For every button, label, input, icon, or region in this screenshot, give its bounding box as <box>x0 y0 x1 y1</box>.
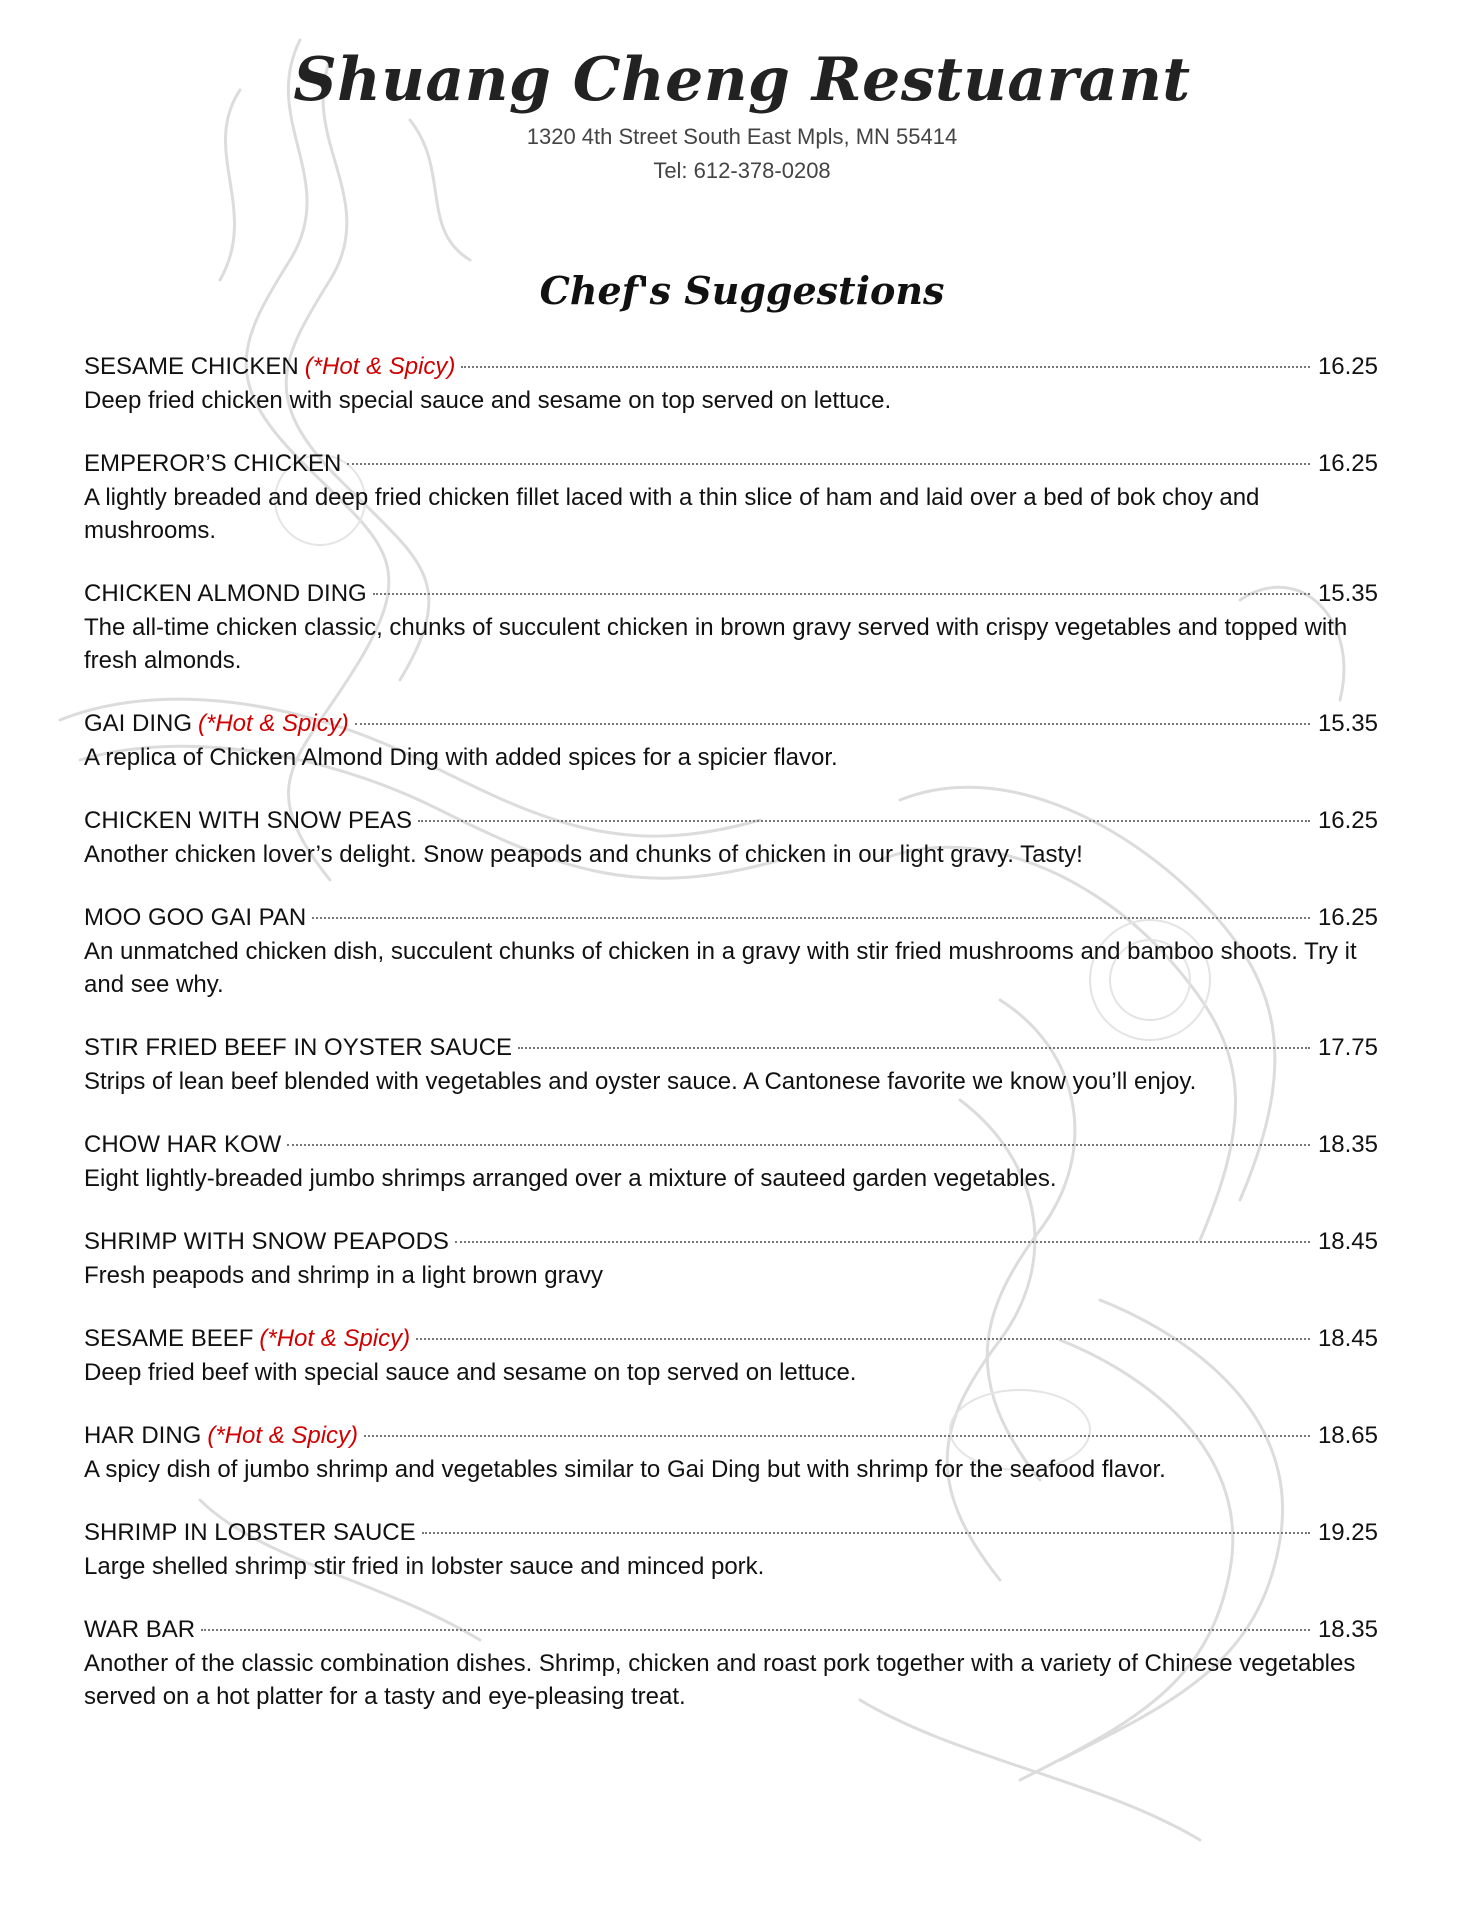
menu-item-name: HAR DING <box>84 1422 202 1449</box>
menu-item-description: The all-time chicken classic, chunks of succulent chicken in brown gravy served with crispy vegetables and topped with fresh almonds. <box>84 614 1348 674</box>
menu-item-name: CHICKEN WITH SNOW PEAS <box>84 807 413 834</box>
menu-item-description: Another chicken lover’s delight. Snow peapods and chunks of chicken in our light gravy. Tasty! <box>84 841 1083 868</box>
menu-item-price: 19.25 <box>1317 1519 1378 1546</box>
menu-item-description: Deep fried beef with special sauce and sesame on top served on lettuce. <box>84 1359 857 1386</box>
section-title: Chef's Suggestions <box>539 268 945 313</box>
menu-item-name: SHRIMP WITH SNOW PEAPODS <box>84 1228 449 1255</box>
menu-item-line <box>84 707 1378 741</box>
dot-leader <box>373 592 1310 595</box>
menu-item <box>84 901 1378 1001</box>
menu-item-name: CHOW HAR KOW <box>84 1131 282 1158</box>
menu-item-line <box>84 577 1378 611</box>
dot-leader <box>347 462 1310 465</box>
dot-leader <box>287 1143 1310 1146</box>
dot-leader <box>364 1434 1310 1437</box>
dot-leader <box>312 916 1310 919</box>
menu-item-name: GAI DING <box>84 710 193 737</box>
menu-item <box>84 1225 1378 1292</box>
dot-leader <box>416 1337 1310 1340</box>
menu-item-description: Eight lightly-breaded jumbo shrimps arranged over a mixture of sauteed garden vegetables. <box>84 1165 1057 1192</box>
menu-item-price: 15.35 <box>1317 710 1378 737</box>
restaurant-name: Shuang Cheng Restuarant <box>293 45 1191 115</box>
menu-item-line <box>84 804 1378 838</box>
menu-item-price: 18.35 <box>1317 1131 1378 1158</box>
menu-item-name: CHICKEN ALMOND DING <box>84 580 367 607</box>
menu-item-price: 18.35 <box>1317 1616 1378 1643</box>
menu-item <box>84 577 1378 677</box>
menu-item-price: 18.65 <box>1317 1422 1378 1449</box>
dot-leader <box>422 1531 1310 1534</box>
dot-leader <box>461 365 1310 368</box>
dot-leader <box>455 1240 1310 1243</box>
menu-item-description: Deep fried chicken with special sauce and sesame on top served on lettuce. <box>84 387 892 414</box>
menu-item-name: EMPEROR’S CHICKEN <box>84 450 342 477</box>
menu-item-price: 15.35 <box>1317 580 1378 607</box>
menu-item-line <box>84 1225 1378 1259</box>
menu-item <box>84 1322 1378 1389</box>
menu-item-description: Strips of lean beef blended with vegetables and oyster sauce. A Cantonese favorite we know you’ll enjoy. <box>84 1068 1197 1095</box>
menu-item-description: A spicy dish of jumbo shrimp and vegetables similar to Gai Ding but with shrimp for the seafood flavor. <box>84 1456 1166 1483</box>
dot-leader <box>518 1046 1310 1049</box>
menu-item-description: Large shelled shrimp stir fried in lobster sauce and minced pork. <box>84 1553 765 1580</box>
menu-item-line <box>84 1322 1378 1356</box>
dot-leader <box>201 1628 1310 1631</box>
menu-item <box>84 1516 1378 1583</box>
menu-item-price: 16.25 <box>1317 807 1378 834</box>
menu-item <box>84 804 1378 871</box>
menu-item <box>84 707 1378 774</box>
menu-item-description: A replica of Chicken Almond Ding with added spices for a spicier flavor. <box>84 744 838 771</box>
menu-item-line <box>84 1031 1378 1065</box>
menu-item-description: Fresh peapods and shrimp in a light brown gravy <box>84 1262 603 1289</box>
menu-item <box>84 350 1378 417</box>
menu-item-line <box>84 1128 1378 1162</box>
menu-item <box>84 1419 1378 1486</box>
menu-item-name: STIR FRIED BEEF IN OYSTER SAUCE <box>84 1034 513 1061</box>
menu-item-price: 16.25 <box>1317 904 1378 931</box>
menu-item-line <box>84 1516 1378 1550</box>
menu-item-description: Another of the classic combination dishes. Shrimp, chicken and roast pork together with a variety of Chinese vegetables served on a hot platter for a tasty and eye-pleasing treat. <box>84 1650 1356 1710</box>
menu-item-line <box>84 1419 1378 1453</box>
menu-item-name: SESAME BEEF <box>84 1325 254 1352</box>
menu-item-line <box>84 447 1378 481</box>
menu-item-price: 17.75 <box>1317 1034 1378 1061</box>
menu-item-line <box>84 1613 1378 1647</box>
menu-item-line <box>84 901 1378 935</box>
spicy-note: (*Hot & Spicy) <box>207 1422 359 1449</box>
menu-item-line <box>84 350 1378 384</box>
menu-item-price: 18.45 <box>1317 1228 1378 1255</box>
spicy-note: (*Hot & Spicy) <box>304 353 456 380</box>
menu-item <box>84 447 1378 547</box>
menu-item-price: 16.25 <box>1317 353 1378 380</box>
spicy-note: (*Hot & Spicy) <box>259 1325 411 1352</box>
menu-item-name: WAR BAR <box>84 1616 196 1643</box>
restaurant-address: 1320 4th Street South East Mpls, MN 55414 <box>526 124 958 149</box>
menu-list <box>84 350 1378 1743</box>
restaurant-phone: Tel: 612-378-0208 <box>653 158 831 183</box>
menu-item-name: SHRIMP IN LOBSTER SAUCE <box>84 1519 416 1546</box>
menu-item <box>84 1613 1378 1713</box>
menu-item-description: An unmatched chicken dish, succulent chunks of chicken in a gravy with stir fried mushrooms and bamboo shoots. Try it and see why. <box>84 938 1357 998</box>
spicy-note: (*Hot & Spicy) <box>198 710 349 737</box>
dot-leader <box>355 722 1310 725</box>
menu-item-description: A lightly breaded and deep fried chicken fillet laced with a thin slice of ham and laid over a bed of bok choy and mushrooms. <box>84 484 1260 544</box>
menu-item-price: 16.25 <box>1317 450 1378 477</box>
menu-item <box>84 1128 1378 1195</box>
menu-item-name: SESAME CHICKEN <box>84 353 299 380</box>
dot-leader <box>418 819 1310 822</box>
menu-item-name: MOO GOO GAI PAN <box>84 904 307 931</box>
menu-item-price: 18.45 <box>1317 1325 1378 1352</box>
menu-item <box>84 1031 1378 1098</box>
restaurant-header <box>0 40 1484 188</box>
